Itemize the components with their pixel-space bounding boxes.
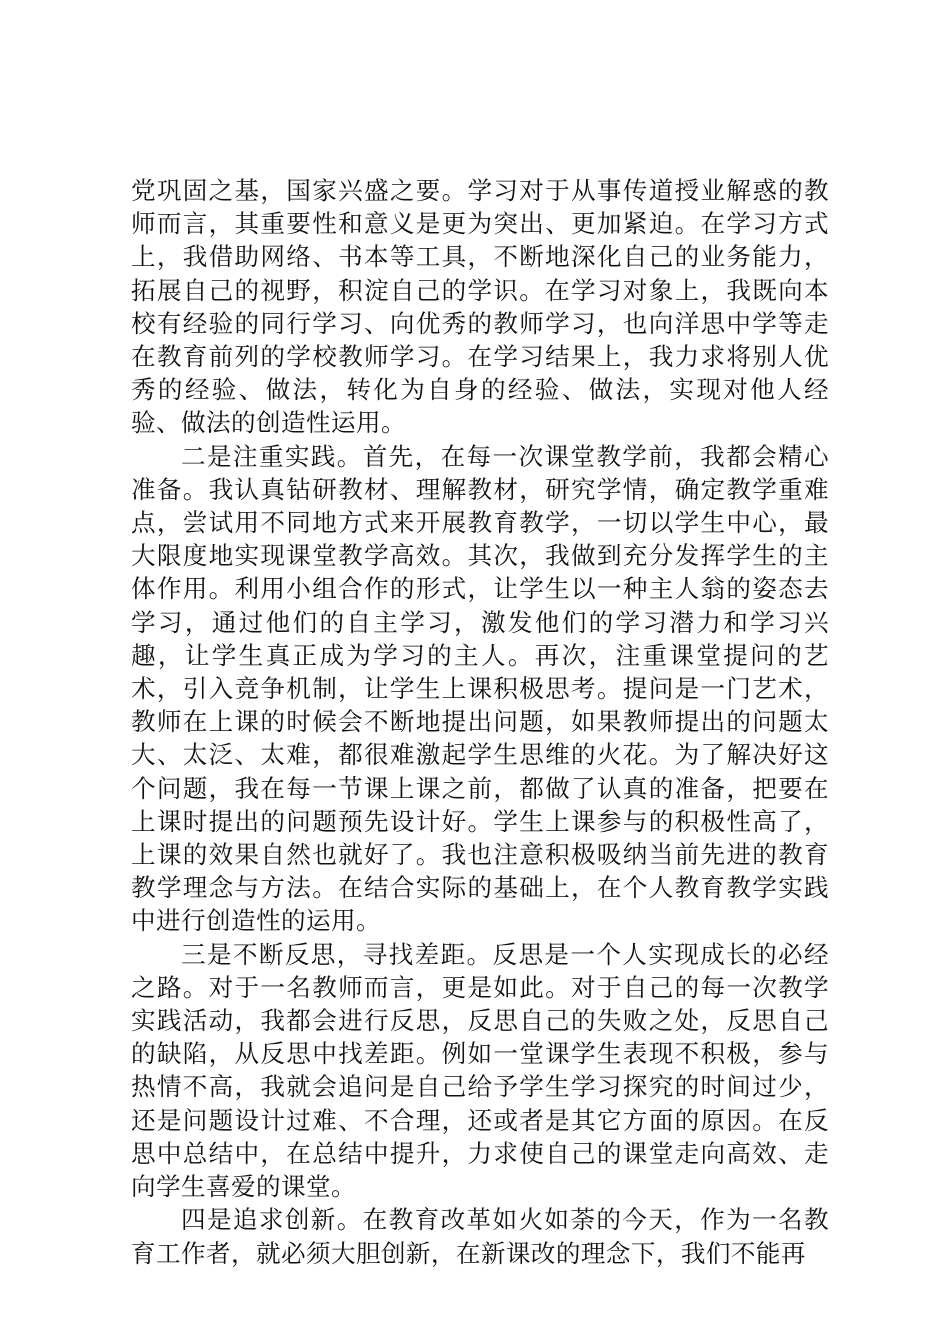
paragraph-practice: 二是注重实践。首先，在每一次课堂教学前，我都会精心准备。我认真钻研教材、理解教材，研究学情，确定教学重难点，尝试用不同地方式来开展教育教学，一切以学生中心，最大限度地实现课堂教学高效。其次，我做到充分发挥学生的主体作用。利用小组合作的形式，让学生以一种主人翁的姿态去学习，通过他们的自主学习，激发他们的学习潜力和学习兴趣，让学生真正成为学习的主人。再次，注重课堂提问的艺术，引入竞争机制，让学生上课积极思考。提问是一门艺术，教师在上课的时候会不断地提出问题，如果教师提出的问题太大、太泛、太难，都很难激起学生思维的火花。为了解决好这个问题，我在每一节课上课之前，都做了认真的准备，把要在上课时提出的问题预先设计好。学生上课参与的积极性高了，上课的效果自然也就好了。我也注意积极吸纳当前先进的教育教学理念与方法。在结合实际的基础上，在个人教育教学实践中进行创造性的运用。 bbox=[131, 441, 829, 936]
paragraph-continuation: 党巩固之基，国家兴盛之要。学习对于从事传道授业解惑的教师而言，其重要性和意义是更为突出、更加紧迫。在学习方式上，我借助网络、书本等工具，不断地深化自己的业务能力，拓展自己的视野，积淀自己的学识。在学习对象上，我既向本校有经验的同行学习、向优秀的教师学习，也向洋思中学等走在教育前列的学校教师学习。在学习结果上，我力求将别人优秀的经验、做法，转化为自身的经验、做法，实现对他人经验、做法的创造性运用。 bbox=[131, 176, 829, 438]
body-text bbox=[131, 174, 829, 1270]
paragraph-reflection: 三是不断反思，寻找差距。反思是一个人实现成长的必经之路。对于一名教师而言，更是如此。对于自己的每一次教学实践活动，我都会进行反思，反思自己的失败之处，反思自己的缺陷，从反思中找差距。例如一堂课学生表现不积极，参与热情不高，我就会追问是自己给予学生学习探究的时间过少，还是问题设计过难、不合理，还或者是其它方面的原因。在反思中总结中，在总结中提升，力求使自己的课堂走向高效、走向学生喜爱的课堂。 bbox=[131, 939, 829, 1202]
paragraph-innovation: 四是追求创新。在教育改革如火如荼的今天，作为一名教育工作者，就必须大胆创新，在新课改的理念下，我们不能再 bbox=[131, 1205, 829, 1268]
